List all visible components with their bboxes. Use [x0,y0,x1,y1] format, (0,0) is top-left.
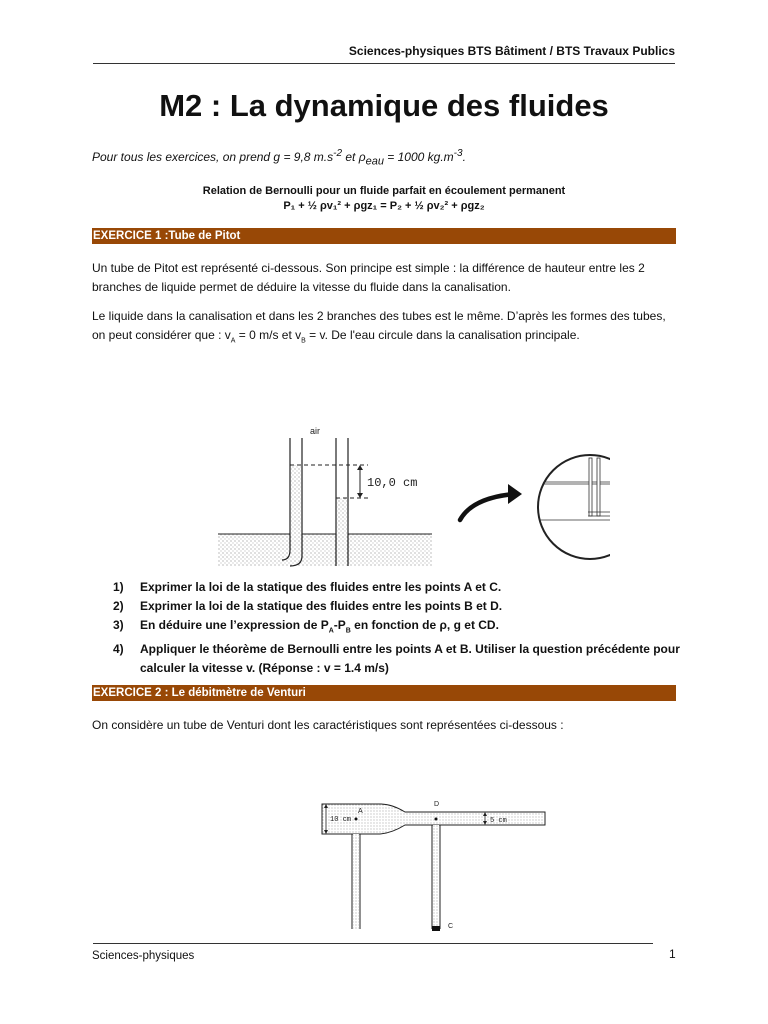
exercise2-heading [92,685,676,701]
footer-text: Sciences-physiques [92,950,195,962]
venturi-tube-right [432,825,440,929]
intro-sub-eau: eau [365,155,384,168]
intro-text-b: et [342,150,359,164]
bernoulli-box [92,184,676,214]
q3-text-b: -P [333,618,346,632]
page-number: 1 [669,947,676,961]
exercise1-para2 [92,307,682,350]
dim-left-label: 10 cm [330,816,352,824]
q3-sub-a: A [328,627,334,635]
question-text: Exprimer la loi de la statique des fluides entre les points A et C. [140,580,502,594]
question-number: 1) [113,580,124,594]
question-2 [113,597,683,616]
question-text: Appliquer le théorème de Bernoulli entre les points A et B. Utiliser la question précédente pour calculer la vitesse v. (Réponse : v = 1.4 m/s) [140,642,680,676]
question-number: 3) [113,618,124,632]
exercise1-heading [92,228,676,244]
pipe-liquid [218,534,432,566]
q3-text-a: En déduire une l’expression de P [140,618,329,632]
para2-text-c: = v. De l'eau circule dans la canalisation principale. [305,327,580,342]
q3-text-c: en fonction de ρ, g et CD. [350,618,499,632]
label-c: C [448,923,454,930]
intro-text-d: . [462,150,466,164]
label-a: A [358,808,363,815]
question-1 [113,578,683,597]
page-header: Sciences-physiques BTS Bâtiment / BTS Travaux Publics [348,44,675,58]
exercise1-heading-text: EXERCICE 1 :Tube de Pitot [93,230,241,242]
intro-exp-c: -3 [453,148,463,159]
bernoulli-equation: P₁ + ½ ρv₁² + ρgz₁ = P₂ + ½ ρv₂² + ρgz₂ [283,200,485,212]
intro-constants [92,148,466,167]
intro-text-a: Pour tous les exercices, on prend g = 9,8 m.s [92,150,334,164]
page-title: M2 : La dynamique des fluides [159,88,609,123]
exercise1-questions [113,578,683,678]
zoom-arrow [460,494,514,520]
pitot-height-label: 10,0 cm [367,476,418,490]
header-rule [93,63,675,64]
exercise2-heading-text: EXERCICE 2 : Le débitmètre de Venturi [93,687,306,699]
question-number: 2) [113,599,124,613]
exercise1-para1: Un tube de Pitot est représenté ci-dessous. Son principe est simple : la différence de hauteur entre les 2 branches de liquide permet de déduire la vitesse du fluide dans la canalisation. [92,261,645,294]
exercise2-para1: On considère un tube de Venturi dont les caractéristiques sont représentées ci-dessous : [92,718,564,732]
point-c-marker [432,926,440,931]
zoom-detail [538,455,610,559]
para2-text-a: Le liquide dans la canalisation et dans les 2 branches des tubes est le même. D’après les formes des tubes, on peut considérer que : v [92,309,666,342]
point-a-marker [355,818,358,821]
rho-symbol: ρ [358,150,366,164]
para2-text-b: = 0 m/s et v [235,327,302,342]
venturi-figure [310,798,560,938]
intro-text-c: = 1000 kg.m [383,150,454,164]
question-number: 4) [113,642,124,657]
pitot-figure [210,420,610,570]
question-3 [113,616,683,640]
pitot-air-label: air [310,426,321,436]
point-d-marker [435,818,438,821]
q3-sub-b: B [345,627,351,635]
bernoulli-title: Relation de Bernoulli pour un fluide parfait en écoulement permanent [202,185,566,197]
footer-rule [93,943,653,944]
venturi-tube-left [352,834,360,929]
question-text [140,616,499,640]
para2-sub-b: B [301,336,306,344]
question-text: Exprimer la loi de la statique des fluides entre les points B et D. [140,599,503,613]
question-4 [113,640,683,678]
intro-exp-a: -2 [333,148,343,159]
label-d: D [434,801,440,808]
para2-sub-a: A [230,336,236,344]
dim-right-label: 5 cm [490,817,507,825]
